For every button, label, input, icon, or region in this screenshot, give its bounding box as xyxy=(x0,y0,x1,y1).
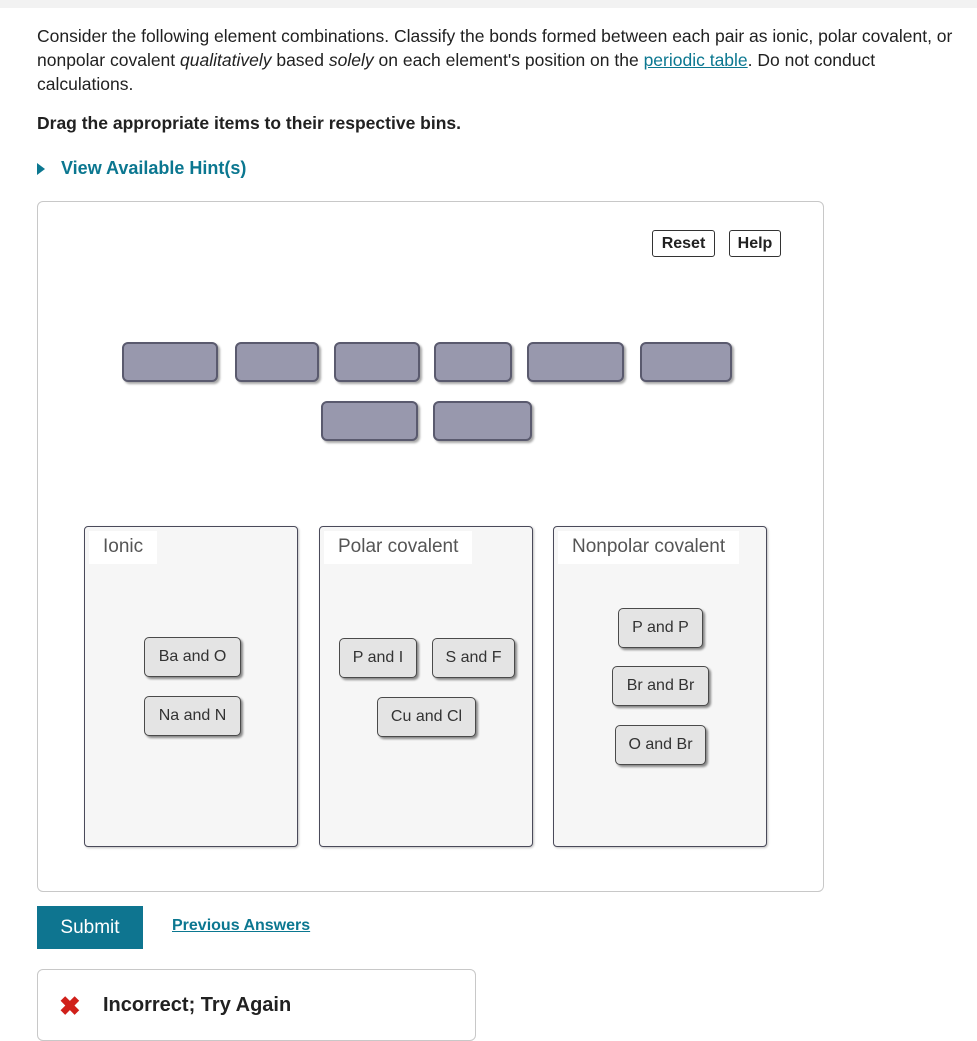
help-button[interactable]: Help xyxy=(729,230,781,257)
instruction: Drag the appropriate items to their respective bins. xyxy=(37,113,461,133)
view-hints-toggle[interactable] xyxy=(37,158,246,179)
bin-title: Polar covalent xyxy=(324,531,472,564)
bin-ionic[interactable] xyxy=(84,526,298,847)
empty-item-slot xyxy=(122,342,218,382)
cross-icon: ✖ xyxy=(59,991,81,1021)
draggable-item[interactable]: Ba and O xyxy=(144,637,241,677)
empty-item-slot xyxy=(321,401,418,441)
top-bar xyxy=(0,0,977,8)
draggable-item[interactable]: Na and N xyxy=(144,696,241,736)
bin-title: Nonpolar covalent xyxy=(558,531,739,564)
hint-label: View Available Hint(s) xyxy=(61,158,247,178)
question-text: Consider the following element combinations. Classify the bonds formed between each pair as ionic, polar covalent, or nonpolar covalent qualitatively based solely on each element's position on the periodic table. Do not conduct calculations. xyxy=(37,26,953,94)
empty-item-slot xyxy=(433,401,532,441)
reset-button[interactable]: Reset xyxy=(652,230,715,257)
empty-item-slot xyxy=(235,342,319,382)
bin-title: Ionic xyxy=(89,531,157,564)
submit-button[interactable]: Submit xyxy=(37,906,143,949)
empty-item-slot xyxy=(527,342,624,382)
empty-item-slot xyxy=(334,342,420,382)
draggable-item[interactable]: S and F xyxy=(432,638,515,678)
empty-item-slot xyxy=(434,342,512,382)
previous-answers-link[interactable]: Previous Answers xyxy=(172,917,311,934)
bin-polar-covalent[interactable] xyxy=(319,526,533,847)
draggable-item[interactable]: P and P xyxy=(618,608,703,648)
draggable-item[interactable]: P and I xyxy=(339,638,417,678)
draggable-item[interactable]: Cu and Cl xyxy=(377,697,476,737)
draggable-item[interactable]: Br and Br xyxy=(612,666,709,706)
feedback-text: Incorrect; Try Again xyxy=(103,994,292,1016)
empty-item-slot xyxy=(640,342,732,382)
draggable-item[interactable]: O and Br xyxy=(615,725,706,765)
caret-right-icon xyxy=(37,163,45,175)
periodic-table-link[interactable]: periodic table xyxy=(643,50,748,70)
